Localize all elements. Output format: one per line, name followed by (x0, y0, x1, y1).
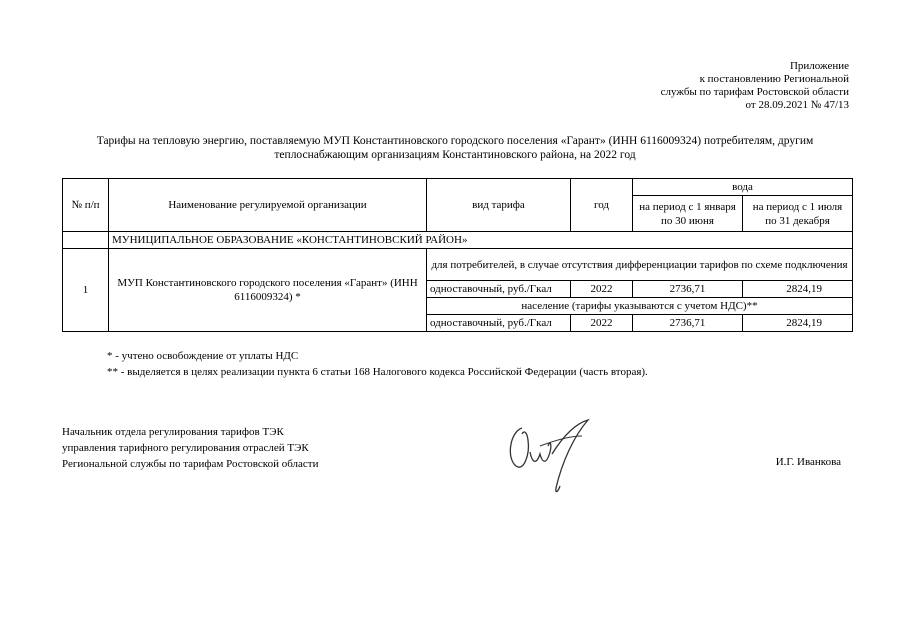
header-num: № п/п (63, 179, 109, 232)
signer-name: И.Г. Иванкова (775, 456, 841, 468)
tariff-table (62, 178, 853, 332)
appendix-line-1: Приложение (789, 60, 849, 72)
municipality-row: МУНИЦИПАЛЬНОЕ ОБРАЗОВАНИЕ «КОНСТАНТИНОВСКИЙ РАЙОН» (109, 232, 853, 249)
header-tariff-type: вид тарифа (427, 179, 571, 232)
appendix-header (661, 60, 849, 112)
footnote-1: * - учтено освобождение от уплаты НДС (107, 350, 299, 362)
consumers-header: для потребителей, в случае отсутствия дифференциации тарифов по схеме подключения (427, 249, 853, 281)
title-line-2: теплоснабжающим организациям Константиновского района, на 2022 год (274, 149, 636, 161)
population-period-1: 2736,71 (633, 315, 743, 332)
population-year: 2022 (571, 315, 633, 332)
consumers-period-1: 2736,71 (633, 281, 743, 298)
population-period-2: 2824,19 (743, 315, 853, 332)
consumers-period-2: 2824,19 (743, 281, 853, 298)
population-tariff-type: одноставочный, руб./Гкал (427, 315, 571, 332)
footnotes (107, 348, 648, 380)
position-line-2: управления тарифного регулирования отраслей ТЭК (62, 442, 309, 454)
population-header: население (тарифы указываются с учетом НДС)** (427, 298, 853, 315)
document-title (60, 134, 850, 162)
row-num: 1 (63, 249, 109, 332)
appendix-line-3: службы по тарифам Ростовской области (660, 86, 849, 98)
signatory-position (62, 424, 319, 472)
footnote-2: ** - выделяется в целях реализации пункта 6 статьи 168 Налогового кодекса Российской Федерации (часть вторая). (107, 366, 648, 378)
handwritten-signature (500, 410, 600, 503)
header-year: год (571, 179, 633, 232)
title-line-1: Тарифы на тепловую энергию, поставляемую МУП Константиновского городского поселения «Гарант» (ИНН 6116009324) потребителям, другим (96, 135, 814, 147)
consumers-tariff-type: одноставочный, руб./Гкал (427, 281, 571, 298)
position-line-1: Начальник отдела регулирования тарифов ТЭК (62, 426, 284, 438)
consumers-year: 2022 (571, 281, 633, 298)
header-water: вода (633, 179, 853, 196)
municipality-empty-cell (63, 232, 109, 249)
header-organization: Наименование регулируемой организации (109, 179, 427, 232)
header-period-2: на период с 1 июля по 31 декабря (743, 196, 853, 232)
position-line-3: Региональной службы по тарифам Ростовской области (62, 458, 319, 470)
appendix-line-2: к постановлению Региональной (699, 73, 849, 85)
row-organization: МУП Константиновского городского поселения «Гарант» (ИНН 6116009324) * (109, 249, 427, 332)
appendix-line-4: от 28.09.2021 № 47/13 (745, 99, 849, 111)
header-period-1: на период с 1 января по 30 июня (633, 196, 743, 232)
